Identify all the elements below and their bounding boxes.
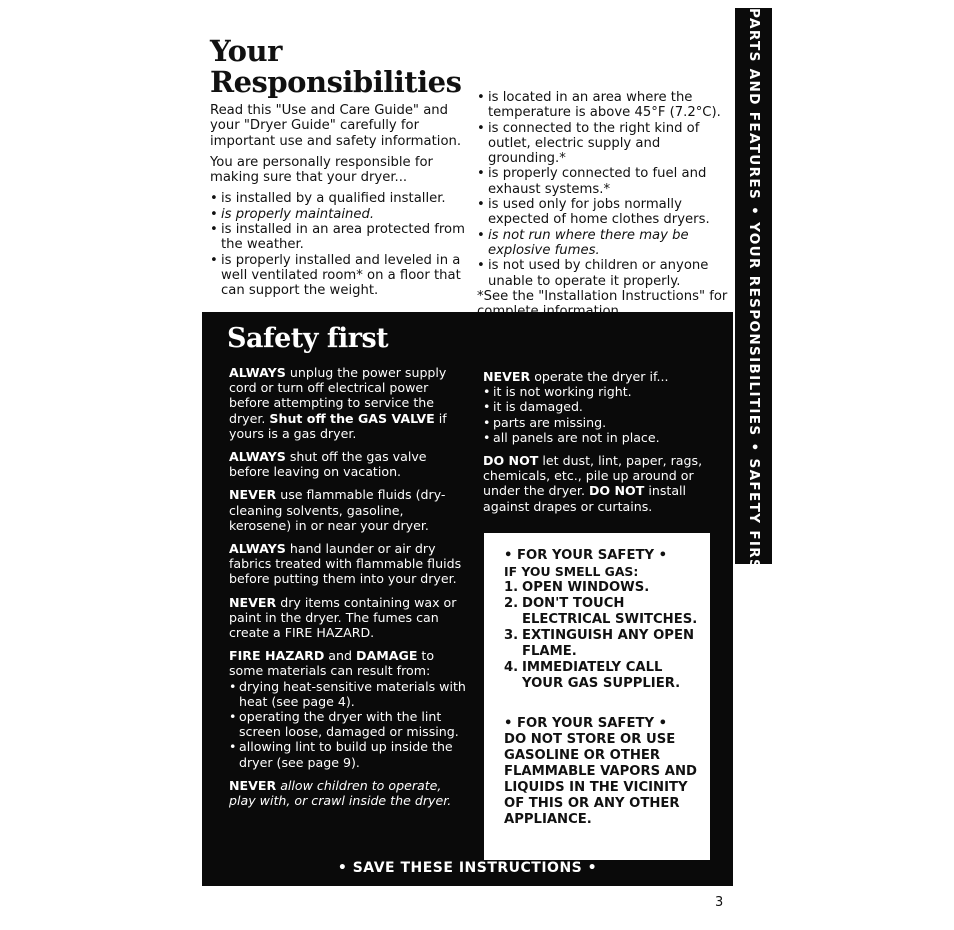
footnote: *See the "Installation Instructions" for <box>477 288 728 304</box>
hazard-list <box>229 679 467 770</box>
safety-left-column <box>229 365 467 816</box>
list-item: • it is damaged. <box>483 399 711 414</box>
safety-header: • FOR YOUR SAFETY • <box>504 548 668 563</box>
intro-paragraph: Read this "Use and Care Guide" and your "Dryer Guide" carefully for important use and safety information. <box>210 103 462 149</box>
keyword: DAMAGE <box>356 648 418 664</box>
safety-paragraph <box>229 541 467 587</box>
sidebar-label: PARTS AND FEATURES • YOUR RESPONSIBILITIES • SAFETY FIRST <box>746 8 762 581</box>
gas-warning-content <box>504 548 704 828</box>
safety-paragraph <box>229 449 467 479</box>
step-number: 4. <box>504 660 519 675</box>
step-text: EXTINGUISH ANY OPEN FLAME. <box>522 628 694 659</box>
save-instructions: • SAVE THESE INSTRUCTIONS • <box>337 860 598 876</box>
list-item: • it is not working right. <box>483 384 711 399</box>
safety-paragraph <box>483 453 711 514</box>
keyword: DO NOT <box>483 453 539 469</box>
step-text: IMMEDIATELY CALL YOUR GAS SUPPLIER. <box>522 660 681 691</box>
paragraph-text: and <box>324 648 356 664</box>
paragraph-text: unplug the power supply cord or turn off electrical power before attempting to service the dryer. <box>229 365 447 426</box>
paragraph-text: install against drapes or curtains. <box>483 483 687 514</box>
condition-list <box>483 384 711 445</box>
list-item <box>504 596 704 628</box>
keyword: NEVER <box>229 777 277 793</box>
responsibility-intro: You are personally responsible for making sure that your dryer... <box>210 154 433 186</box>
list-item: • is properly installed and leveled in a well ventilated room* on a floor that can support the weight. <box>210 253 468 299</box>
section-sidebar <box>735 8 772 581</box>
list-item: • is used only for jobs normally expected of home clothes dryers. <box>477 197 735 228</box>
left-column <box>210 103 468 299</box>
step-text: DON'T TOUCH ELECTRICAL SWITCHES. <box>522 596 698 627</box>
gas-steps <box>504 580 704 692</box>
safety-paragraph <box>483 369 711 384</box>
list-item: • all panels are not in place. <box>483 430 711 445</box>
keyword: Shut off the GAS VALVE <box>269 410 435 426</box>
paragraph-text: shut off the gas valve before leaving on vacation. <box>229 449 427 480</box>
paragraph-text: use flammable fluids (dry-cleaning solvents, gasoline, kerosene) in or near your dryer. <box>229 487 446 533</box>
keyword: DO NOT <box>588 483 645 499</box>
list-item: • is installed by a qualified installer. <box>210 191 468 206</box>
list-item: • is not run where there may be explosive fumes. <box>477 228 735 259</box>
step-text: OPEN WINDOWS. <box>522 580 650 595</box>
step-number: 2. <box>504 596 519 611</box>
list-item: • is installed in an area protected from the weather. <box>210 222 468 253</box>
keyword: NEVER <box>229 594 277 610</box>
page-title <box>210 36 480 98</box>
safety-paragraph <box>229 648 467 678</box>
list-item: • is not used by children or anyone unable to operate it properly. <box>477 258 735 289</box>
paragraph-text: allow children to operate, play with, or crawl inside the dryer. <box>229 777 452 809</box>
list-item: • allowing lint to build up inside the dryer (see page 9). <box>229 739 467 769</box>
list-item: • is properly connected to fuel and exhaust systems.* <box>477 166 735 197</box>
paragraph-text: hand launder or air dry fabrics treated with flammable fluids before putting them into your dryer. <box>229 541 462 587</box>
title-line-2: Responsibilities <box>210 65 462 99</box>
keyword: NEVER <box>483 369 531 384</box>
list-item <box>504 628 704 660</box>
paragraph-text: to some materials can result from: <box>229 648 435 679</box>
paragraph-text: dry items containing wax or paint in the dryer. The fumes can create a FIRE HAZARD. <box>229 594 457 641</box>
step-number: 1. <box>504 580 519 595</box>
paragraph-text: operate the dryer if... <box>530 369 669 384</box>
safety-title: Safety first <box>227 323 389 354</box>
right-column <box>477 90 735 319</box>
safety-paragraph <box>229 778 467 808</box>
keyword: NEVER <box>229 487 277 503</box>
smell-gas-header: IF YOU SMELL GAS: <box>504 564 639 579</box>
paragraph-text: if yours is a gas dryer. <box>229 410 447 441</box>
gasoline-warning: DO NOT STORE OR USE GASOLINE OR OTHER FLAMMABLE VAPORS AND LIQUIDS IN THE VICINITY OF THIS OR ANY OTHER APPLIANCE. <box>504 732 697 827</box>
list-item: • drying heat-sensitive materials with heat (see page 4). <box>229 679 467 709</box>
keyword: ALWAYS <box>229 365 286 380</box>
keyword: ALWAYS <box>229 541 286 557</box>
list-item: • is properly maintained. <box>210 207 468 222</box>
list-item: • operating the dryer with the lint screen loose, damaged or missing. <box>229 709 467 739</box>
safety-paragraph <box>229 487 467 533</box>
list-item: • is connected to the right kind of outlet, electric supply and grounding.* <box>477 121 735 167</box>
step-number: 3. <box>504 628 519 643</box>
responsibility-list <box>210 191 468 298</box>
list-item <box>504 660 704 692</box>
safety-paragraph <box>229 365 467 441</box>
safety-header: • FOR YOUR SAFETY • <box>504 716 668 731</box>
keyword: ALWAYS <box>229 449 286 465</box>
list-item: • parts are missing. <box>483 415 711 430</box>
list-item: • is located in an area where the temperature is above 45°F (7.2°C). <box>477 90 735 121</box>
safety-paragraph <box>229 595 467 641</box>
list-item <box>504 580 704 596</box>
page-number: 3 <box>715 895 724 910</box>
paragraph-text: let dust, lint, paper, rags, chemicals, etc., pile up around or under the dryer. <box>483 453 703 499</box>
safety-right-column <box>483 369 711 522</box>
responsibility-list-continued <box>477 90 735 289</box>
title-line-1: Your <box>210 34 282 68</box>
keyword: FIRE HAZARD <box>229 648 325 664</box>
